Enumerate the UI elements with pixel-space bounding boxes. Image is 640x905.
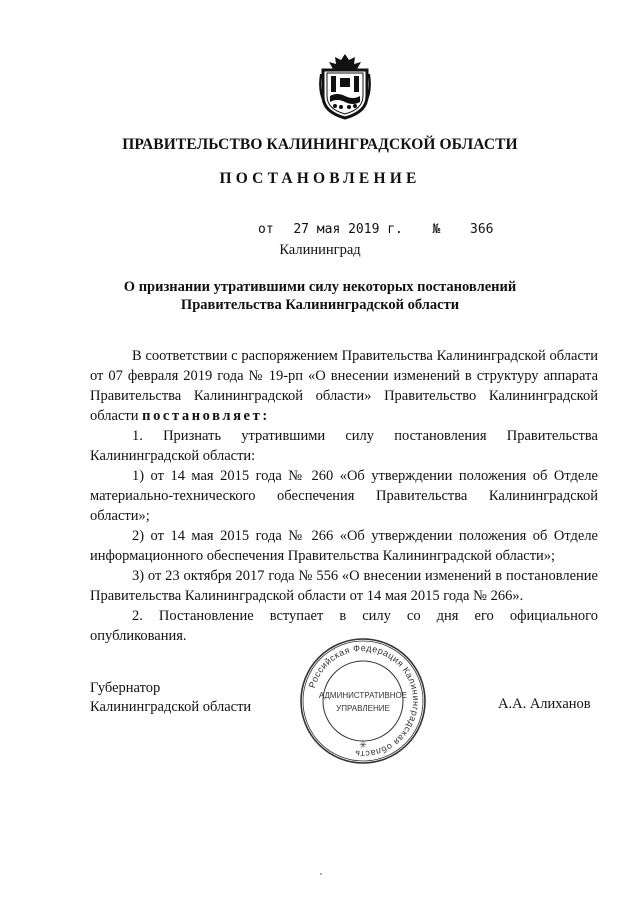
- stamp-line-1: АДМИНИСТРАТИВНОЕ: [318, 691, 408, 700]
- item-1-1: 1) от 14 мая 2015 года № 260 «Об утверждении положения об Отделе материально-технического обеспечения Правительства Калининградской области»;: [90, 468, 598, 524]
- resolves-word: постановляет:: [142, 408, 270, 424]
- government-title: ПРАВИТЕЛЬСТВО КАЛИНИНГРАДСКОЙ ОБЛАСТИ: [122, 136, 518, 153]
- document-date: 27 мая 2019 г.: [293, 222, 403, 237]
- date-line: [258, 222, 494, 237]
- date-prefix: от: [258, 222, 274, 237]
- item-1-2: 2) от 14 мая 2015 года № 266 «Об утверждении положения об Отделе информационного обеспечения Правительства Калининградской области»;: [90, 528, 598, 564]
- coat-of-arms-icon: [317, 52, 373, 120]
- intro-text: В соответствии с распоряжением Правительства Калининградской области от 07 февраля 2019 года № 19-рп «О внесении изменений в структуру аппарата Правительства Калининградской области» Правительство Калининградской области: [90, 348, 598, 424]
- scan-speck: [320, 873, 322, 875]
- item-2: 2. Постановление вступает в силу со дня его официального опубликования.: [90, 608, 598, 644]
- document-subject: [0, 278, 640, 314]
- city: Калининград: [279, 242, 361, 258]
- subject-line-1: О признании утратившими силу некоторых постановлений: [123, 279, 517, 295]
- position-line-2: Калининградской области: [90, 699, 252, 715]
- subject-line-2: Правительства Калининградской области: [180, 297, 460, 313]
- intro-paragraph: [90, 346, 598, 426]
- official-stamp: [298, 636, 428, 766]
- number-sign: №: [432, 222, 441, 237]
- position-line-1: Губернатор: [90, 680, 161, 696]
- document-type: ПОСТАНОВЛЕНИЕ: [219, 170, 421, 187]
- signatory-name: А.А. Алиханов: [498, 696, 591, 712]
- document-body: [90, 346, 598, 646]
- document-number: 366: [470, 222, 494, 237]
- stamp-line-2: УПРАВЛЕНИЕ: [336, 704, 390, 713]
- svg-text:✳: ✳: [359, 740, 367, 750]
- item-1-3: 3) от 23 октября 2017 года № 556 «О внесении изменений в постановление Правительства Калининградской области от 14 мая 2015 года № 266».: [90, 568, 598, 604]
- item-1: 1. Признать утратившими силу постановления Правительства Калининградской области:: [90, 428, 598, 464]
- stamp-outer-text: Российская Федерация Калининградская область: [306, 642, 422, 760]
- signatory-position: [90, 679, 251, 717]
